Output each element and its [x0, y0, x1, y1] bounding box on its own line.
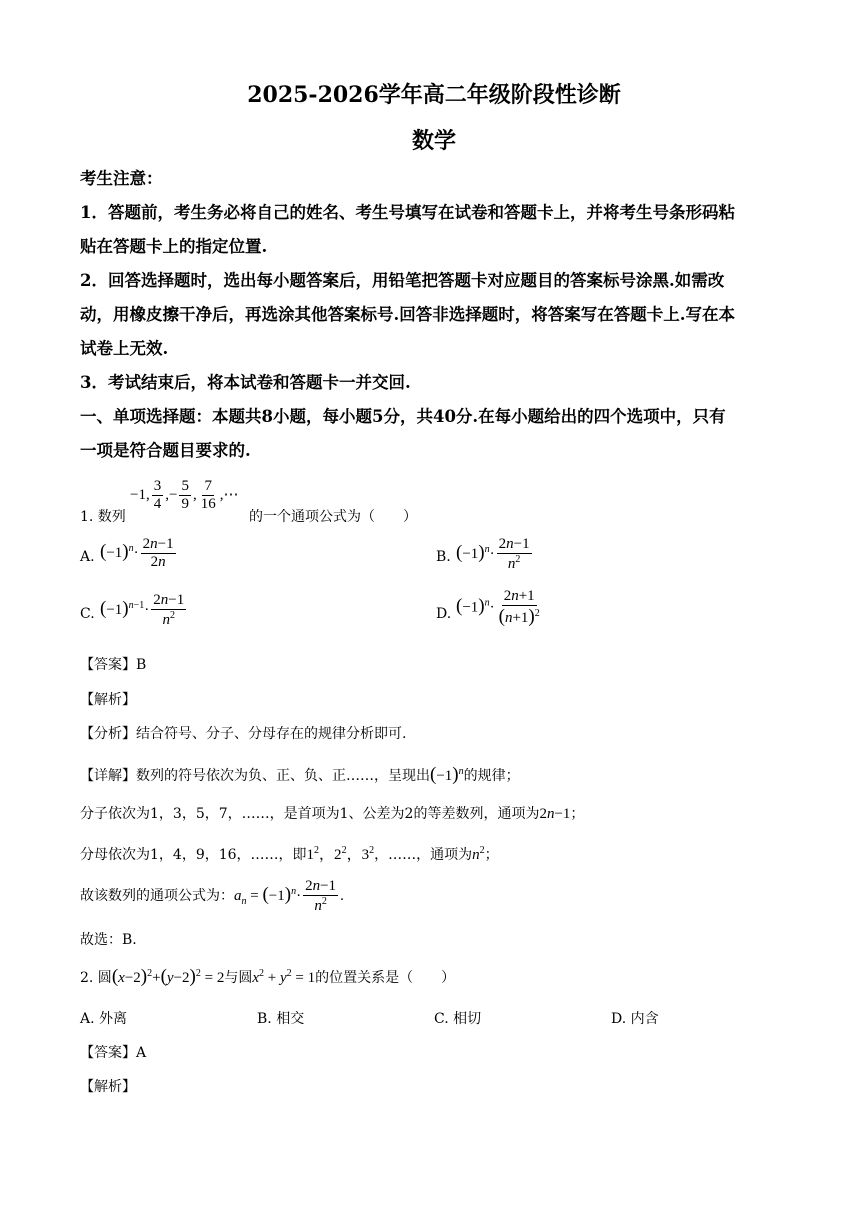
q1-detail-formula: $(-1)^n$ — [430, 764, 464, 785]
q2-suffix: 的位置关系是（ ） — [315, 970, 456, 986]
q1-option-d-formula: $(-1)^n\cdot$ $\frac{2n+1}{(n+1)^2}$ — [456, 588, 540, 628]
notice-item-2-line-2: 动，用橡皮擦干净后，再选涂其他答案标号.回答非选择题时，将答案写在答题卡上.写在本 — [80, 305, 735, 324]
q1-formula-pre: 故该数列的通项公式为： — [80, 888, 234, 905]
q1-option-b-label: B. — [436, 549, 451, 565]
q2-answer: 【答案】A — [80, 1045, 147, 1061]
q2-analysis-label: 【解析】 — [80, 1079, 136, 1095]
q2-option-d: D. 内含 — [611, 1011, 659, 1027]
q1-detail-line — [80, 764, 520, 786]
section-1-line-1: 一、单项选择题：本题共8小题，每小题5分，共40分.在每小题给出的四个选项中，只有 — [80, 407, 726, 426]
q2-circle-2: $x^2 + y^2 = 1$ — [252, 968, 316, 986]
q1-formula-line — [80, 878, 344, 916]
notice-item-1-line-1: 1．答题前，考生务必将自己的姓名、考生号填写在试卷和答题卡上，并将考生号条形码粘 — [80, 203, 735, 222]
q1-option-a-formula: $(-1)^n\cdot$ $\frac{2n-1}{2n}$ — [100, 536, 174, 571]
q2-option-c: C. 相切 — [434, 1011, 482, 1027]
subject-title: 数学 — [411, 128, 456, 154]
q1-analysis-label: 【解析】 — [80, 692, 136, 708]
q1-option-c-formula: $(-1)^{n-1}\cdot$ $\frac{2n-1}{n^2}$ — [100, 592, 185, 629]
q1-denominator-post: ； — [484, 847, 499, 863]
q1-denominator-pre: 分母依次为1，4，9，16，……，即 — [80, 847, 307, 863]
q1-numerator-post: ； — [570, 806, 585, 822]
q2-option-a: A. 外离 — [80, 1011, 128, 1027]
q1-numerator-formula: 2n−1 — [539, 806, 571, 822]
q2-prefix: 2. 圆 — [80, 970, 112, 986]
notice-heading: 考生注意： — [80, 169, 163, 188]
exam-title: 2025-2026学年高二年级阶段性诊断 — [247, 82, 621, 108]
q1-prefix: 1. 数列 — [80, 509, 126, 525]
q1-detail-pre: 【详解】数列的符号依次为负、正、负、正……，呈现出 — [80, 768, 430, 784]
q2-circle-1: $(x-2)^2+(y-2)^2 = 2$ — [111, 966, 225, 987]
q1-choice: 故选：B. — [80, 932, 137, 948]
q1-denominator-squares: $1^2$，$2^2$，$3^2$ — [306, 845, 375, 863]
q1-answer: 【答案】B — [80, 657, 147, 673]
q2-mid: 与圆 — [224, 970, 253, 986]
q1-detail-post: 的规律； — [463, 768, 520, 784]
q1-denominator-mid: ，……，通项为 — [374, 847, 473, 863]
q1-option-a-label: A. — [80, 549, 95, 565]
q1-sequence: −1, $\frac{3}{4}$ ,− $\frac{5}{9}$ , $\frac{7}{16}$ ,⋯ — [130, 478, 239, 513]
q1-numerator-pre: 分子依次为1，3，5，7，……，是首项为1、公差为2的等差数列，通项为 — [80, 806, 540, 822]
q1-numerator-line — [80, 803, 584, 823]
q1-suffix: 的一个通项公式为（ ） — [249, 509, 417, 525]
q1-denominator-line — [80, 843, 499, 864]
q1-option-d-label: D. — [436, 606, 452, 622]
q1-denominator-formula: $n^2$ — [472, 845, 485, 863]
notice-item-1-line-2: 贴在答题卡上的指定位置. — [80, 237, 268, 256]
q2-option-b: B. 相交 — [257, 1011, 305, 1027]
notice-item-3: 3．考试结束后，将本试卷和答题卡一并交回. — [80, 373, 411, 392]
q2-stem — [80, 966, 455, 988]
q1-option-b-formula: $(-1)^n\cdot$ $\frac{2n-1}{n^2}$ — [456, 536, 530, 573]
section-1-line-2: 一项是符合题目要求的. — [80, 441, 251, 460]
notice-item-2-line-1: 2．回答选择题时，选出每小题答案后，用铅笔把答题卡对应题目的答案标号涂黑.如需改 — [80, 271, 725, 290]
q1-option-c-label: C. — [80, 606, 95, 622]
q1-general-term: $a_n = (-1)^n\cdot$ $\frac{2n-1}{n^2}$ . — [234, 878, 344, 915]
q1-fenxi: 【分析】结合符号、分子、分母存在的规律分析即可. — [80, 726, 407, 742]
notice-item-2-line-3: 试卷上无效. — [80, 339, 169, 358]
